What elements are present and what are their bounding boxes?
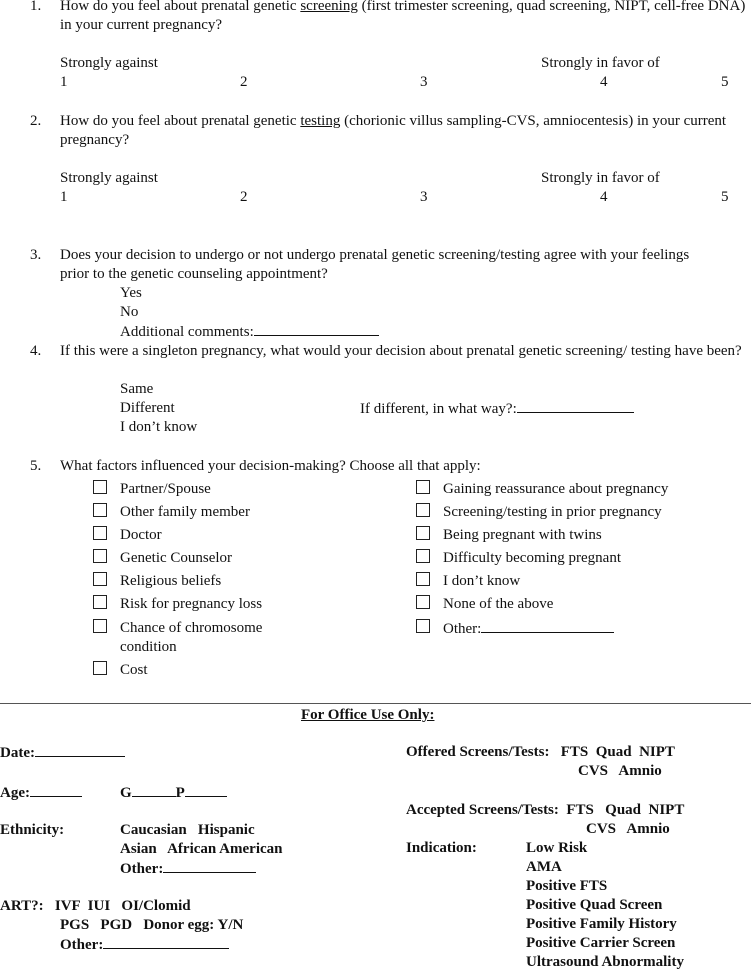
q1-text-a: How do you feel about prenatal genetic: [60, 0, 301, 14]
indication-low-risk: Low Risk: [526, 840, 588, 856]
checkbox-doctor[interactable]: [93, 526, 107, 540]
office-accepted-line2: CVS Amnio: [586, 821, 670, 837]
option-doctor: Doctor: [120, 527, 162, 543]
checkbox-reassurance[interactable]: [416, 480, 430, 494]
option-pregnant-twins: Being pregnant with twins: [443, 527, 602, 543]
q4-if-different-label: If different, in what way?:: [360, 401, 517, 417]
q2-scale-5[interactable]: 5: [721, 189, 729, 205]
indication-positive-fts: Positive FTS: [526, 878, 608, 894]
q1-scale-2[interactable]: 2: [240, 74, 248, 90]
office-ethnicity-other-label: Other:: [120, 861, 164, 877]
q2-text-a: How do you feel about prenatal genetic: [60, 113, 301, 129]
q3-text: Does your decision to undergo or not undergo prenatal genetic screening/testing agree with your feelings prior to the genetic counseling appointment?: [60, 247, 690, 282]
checkbox-other[interactable]: [416, 619, 430, 633]
option-risk-pregnancy-loss: Risk for pregnancy loss: [120, 596, 263, 612]
option-chance-chromosome: Chance of chromosome: [120, 620, 263, 636]
q5-number: 5.: [30, 458, 42, 474]
indication-ultrasound: Ultrasound Abnormality: [526, 954, 684, 970]
indication-positive-quad: Positive Quad Screen: [526, 897, 663, 913]
q4-text: If this were a singleton pregnancy, what would your decision about prenatal genetic screening/ testing have been?: [60, 343, 742, 359]
office-p-field[interactable]: [185, 783, 227, 797]
option-religious-beliefs: Religious beliefs: [120, 573, 222, 589]
option-other: [443, 619, 614, 639]
q4-option-dont-know[interactable]: I don’t know: [120, 419, 198, 435]
q1-text-underlined: screening: [300, 0, 358, 14]
q4-if-different-field[interactable]: [517, 399, 634, 413]
option-none-of-above: None of the above: [443, 596, 554, 612]
q3-comments: [120, 322, 379, 342]
q3-comments-label: Additional comments:: [120, 324, 254, 340]
q2-text-underlined: testing: [300, 113, 341, 129]
office-date: [0, 743, 125, 763]
option-partner-spouse: Partner/Spouse: [120, 481, 211, 497]
office-ethnicity-line1: Caucasian Hispanic: [120, 822, 255, 838]
q4-option-different[interactable]: Different: [120, 400, 175, 416]
indication-positive-carrier: Positive Carrier Screen: [526, 935, 676, 951]
office-age-field[interactable]: [30, 783, 82, 797]
q1-text: [60, 0, 750, 35]
office-gp: [120, 783, 227, 803]
checkbox-prior-pregnancy[interactable]: [416, 503, 430, 517]
office-accepted: Accepted Screens/Tests: FTS Quad NIPT: [406, 802, 685, 818]
option-gaining-reassurance: Gaining reassurance about pregnancy: [443, 481, 669, 497]
checkbox-difficulty[interactable]: [416, 549, 430, 563]
q4-option-same[interactable]: Same: [120, 381, 154, 397]
checkbox-none[interactable]: [416, 595, 430, 609]
q1-scale-1[interactable]: 1: [60, 74, 68, 90]
option-difficulty-becoming-pregnant: Difficulty becoming pregnant: [443, 550, 622, 566]
checkbox-cost[interactable]: [93, 661, 107, 675]
office-art-other: [60, 935, 229, 955]
q2-text-b: (chorionic villus sampling-CVS, amniocentesis) in your current pregnancy?: [60, 113, 727, 148]
option-other-label: Other:: [443, 621, 482, 637]
q2-scale-3[interactable]: 3: [420, 189, 428, 205]
office-age: [0, 783, 82, 803]
q4-if-different: [360, 399, 634, 419]
q1-scale-3[interactable]: 3: [420, 74, 428, 90]
q2-scale-1[interactable]: 1: [60, 189, 68, 205]
checkbox-other-family[interactable]: [93, 503, 107, 517]
office-offered: Offered Screens/Tests: FTS Quad NIPT: [406, 744, 675, 760]
office-g-field[interactable]: [132, 783, 176, 797]
q1-scale-5[interactable]: 5: [721, 74, 729, 90]
q1-number: 1.: [30, 0, 42, 14]
q3-option-yes[interactable]: Yes: [120, 285, 142, 301]
checkbox-genetic-counselor[interactable]: [93, 549, 107, 563]
checkbox-twins[interactable]: [416, 526, 430, 540]
q3-number: 3.: [30, 247, 42, 263]
option-other-family-member: Other family member: [120, 504, 250, 520]
q1-text-b: (first trimester screening, quad screening, NIPT, cell-free DNA) in your current pregnancy?: [60, 0, 746, 33]
office-ethnicity-label: Ethnicity:: [0, 822, 65, 838]
checkbox-chromosome[interactable]: [93, 619, 107, 633]
office-offered-line2: CVS Amnio: [578, 763, 662, 779]
q4-number: 4.: [30, 343, 42, 359]
q1-scale-low: Strongly against: [60, 55, 158, 71]
option-screening-prior: Screening/testing in prior pregnancy: [443, 504, 662, 520]
office-art-line2: PGS PGD Donor egg: Y/N: [60, 917, 244, 933]
office-ethnicity-line2: Asian African American: [120, 841, 283, 857]
q3-option-no[interactable]: No: [120, 304, 139, 320]
office-age-label: Age:: [0, 785, 30, 801]
q1-scale-4[interactable]: 4: [600, 74, 608, 90]
q5-text: What factors influenced your decision-making? Choose all that apply:: [60, 458, 481, 474]
office-ethnicity-other-field[interactable]: [163, 859, 256, 873]
option-genetic-counselor: Genetic Counselor: [120, 550, 233, 566]
office-indication-label: Indication:: [406, 840, 477, 856]
q3-comments-field[interactable]: [254, 322, 379, 336]
q2-scale-4[interactable]: 4: [600, 189, 608, 205]
office-g-label: G: [120, 785, 132, 801]
checkbox-dont-know[interactable]: [416, 572, 430, 586]
indication-ama: AMA: [526, 859, 562, 875]
checkbox-religious[interactable]: [93, 572, 107, 586]
q2-number: 2.: [30, 113, 42, 129]
office-date-field[interactable]: [35, 743, 125, 757]
office-ethnicity-other: [120, 859, 256, 879]
office-art-other-label: Other:: [60, 937, 104, 953]
q1-scale-high: Strongly in favor of: [541, 55, 660, 71]
office-divider: [0, 703, 751, 704]
checkbox-partner[interactable]: [93, 480, 107, 494]
option-chance-chromosome-cont: condition: [120, 639, 177, 655]
q2-text: [60, 112, 751, 150]
office-title: For Office Use Only:: [301, 707, 435, 723]
option-other-field[interactable]: [481, 619, 614, 633]
office-p-label: P: [175, 785, 185, 801]
checkbox-risk-loss[interactable]: [93, 595, 107, 609]
office-art-other-field[interactable]: [103, 935, 229, 949]
indication-positive-family-history: Positive Family History: [526, 916, 677, 932]
q2-scale-high: Strongly in favor of: [541, 170, 660, 186]
q2-scale-low: Strongly against: [60, 170, 158, 186]
q2-scale-2[interactable]: 2: [240, 189, 248, 205]
office-date-label: Date:: [0, 745, 35, 761]
office-art: ART?: IVF IUI OI/Clomid: [0, 898, 191, 914]
option-cost: Cost: [120, 662, 148, 678]
option-i-dont-know: I don’t know: [443, 573, 521, 589]
